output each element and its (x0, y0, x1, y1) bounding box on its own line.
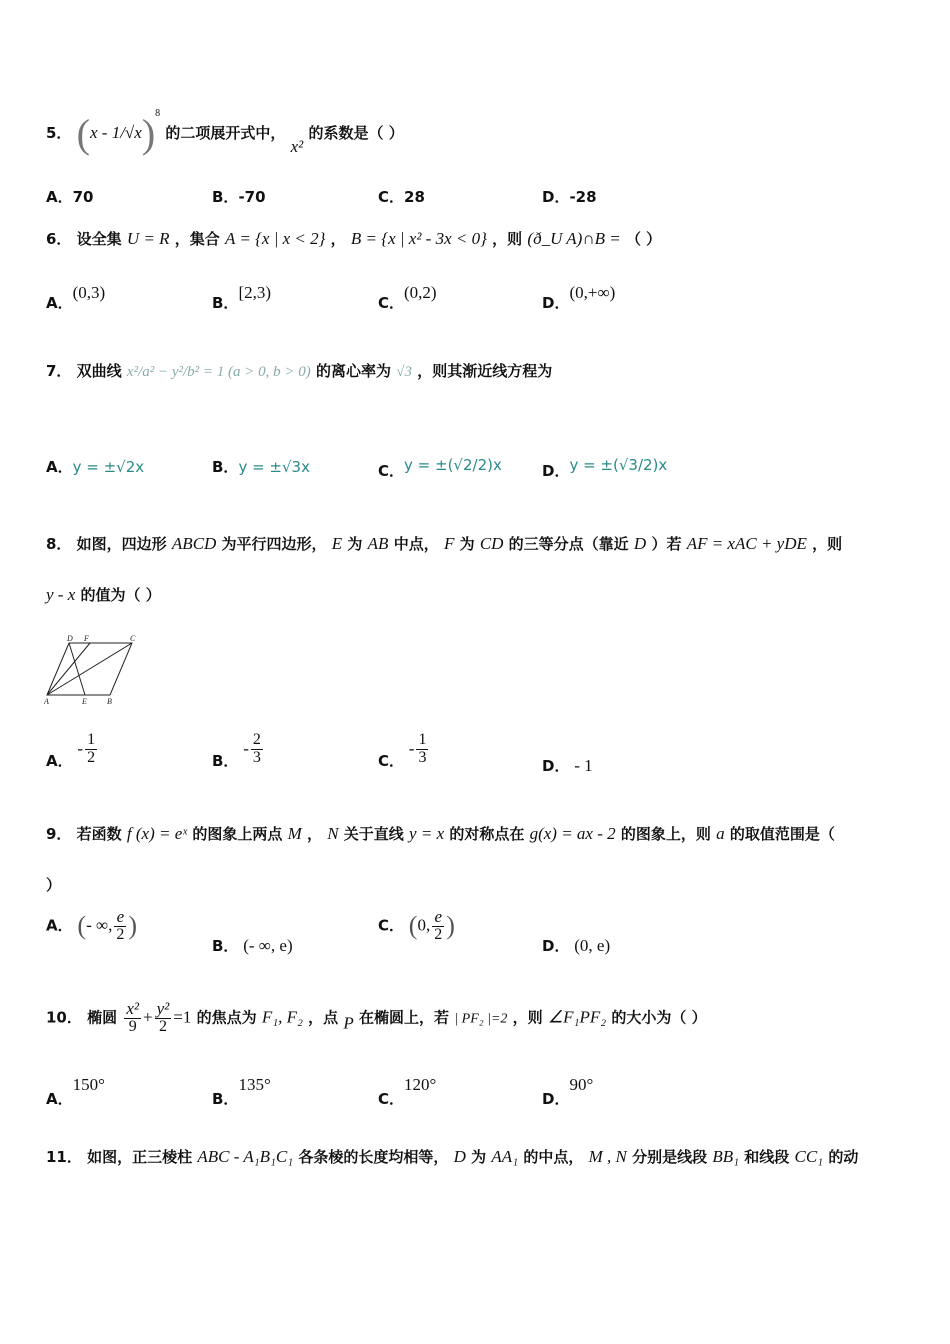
q6-option-a[interactable] (46, 283, 105, 313)
q9-text: ， (306, 825, 322, 843)
q11-segment-bb1: BB₁ (712, 1147, 740, 1166)
option-label: C． (378, 751, 405, 770)
q9-point-n: N (327, 824, 339, 843)
q5-expression: x - 1/√x (90, 123, 142, 142)
q9-function-f: f (x) = eˣ (126, 824, 188, 843)
option-fraction (432, 908, 444, 944)
label-d: D (67, 634, 73, 643)
option-label: B． (212, 294, 239, 312)
q9-text: 的取值范围是（ (729, 825, 835, 843)
q8-segment-ab: AB (367, 534, 389, 553)
q9-option-d[interactable] (542, 935, 610, 956)
q5-term: x² (290, 137, 304, 156)
q11-segment-cc1: CC₁ (794, 1147, 824, 1166)
option-label: C． (378, 916, 405, 935)
q5-option-a[interactable] (46, 186, 93, 207)
q8-option-c[interactable] (378, 732, 430, 771)
option-label: A． (46, 294, 73, 312)
q8-text: 如图，四边形 (76, 535, 167, 553)
segment-de (69, 643, 85, 695)
segment-af (47, 643, 90, 695)
option-label: C． (378, 1090, 405, 1108)
q6-text: ，集合 (174, 230, 220, 248)
q8-option-d[interactable] (542, 755, 593, 776)
fraction-denominator: 2 (434, 925, 443, 943)
option-value: y = ±(√2/2)x (404, 456, 502, 474)
fraction-numerator: e (432, 908, 444, 927)
q8-text: 为 (459, 535, 475, 553)
q7-option-c[interactable] (378, 456, 502, 481)
fraction-denominator: 2 (87, 748, 96, 766)
q6-set-a: A = {x | x < 2} (225, 229, 326, 248)
fraction-denominator: 2 (116, 925, 125, 943)
q6-text: 设全集 (76, 230, 122, 248)
question-8-line-2 (46, 584, 161, 605)
q9-text: 关于直线 (343, 825, 404, 843)
option-value: 28 (404, 188, 425, 206)
question-number: 9． (46, 825, 72, 843)
option-label: A． (46, 751, 73, 770)
q10-text: 椭圆 (87, 1008, 118, 1027)
option-value: -70 (238, 188, 266, 206)
q11-point-d: D (453, 1147, 466, 1166)
q6-text: ， (330, 230, 346, 248)
q8-quadrilateral: ABCD (171, 534, 217, 553)
option-label: D． (542, 757, 570, 775)
q7-eccentricity: √3 (396, 364, 413, 380)
option-label: C． (378, 462, 405, 480)
q8-segment-cd: CD (479, 534, 504, 553)
q11-text: 和线段 (744, 1148, 790, 1166)
question-6 (46, 228, 661, 249)
question-5 (46, 108, 404, 157)
q10-option-c[interactable] (378, 1075, 436, 1109)
q9-parameter-a: a (716, 824, 725, 843)
question-8 (46, 533, 842, 554)
label-e: E (82, 697, 87, 705)
option-label: D． (542, 937, 570, 955)
option-value: 90° (569, 1075, 594, 1094)
q6-option-d[interactable] (542, 283, 615, 313)
q11-text: 为 (471, 1148, 487, 1166)
q8-vector-equation: AF = xAC + yDE (686, 534, 807, 553)
q8-point-d: D (633, 534, 647, 553)
q6-text-end: （ ） (625, 230, 662, 248)
q10-text-end: 的大小为（ ） (611, 1008, 707, 1027)
question-number: 8． (46, 535, 72, 553)
q7-text: 双曲线 (76, 362, 122, 380)
q9-option-b[interactable] (212, 935, 293, 956)
option-fraction (114, 908, 126, 944)
q10-foci: F₁, F₂ (261, 1007, 303, 1027)
option-label: C． (378, 188, 405, 206)
option-label: C． (378, 294, 405, 312)
paren-left: ( (408, 910, 418, 940)
q7-hyperbola-equation: x²/a² − y²/b² = 1 (a > 0, b > 0) (126, 364, 311, 380)
question-number: 5． (46, 124, 72, 142)
q10-equals-one: =1 (173, 1007, 192, 1027)
q11-text: 分别是线段 (632, 1148, 708, 1166)
label-c: C (130, 634, 136, 643)
q10-angle: ∠F₁PF₂ (547, 1007, 607, 1027)
q8-point-e: E (331, 534, 343, 553)
option-value: 0, (417, 915, 431, 935)
q8-expression: y - x (46, 585, 76, 604)
option-label: B． (212, 751, 239, 770)
option-label: B． (212, 937, 239, 955)
q8-text: 为 (347, 535, 363, 553)
fraction-numerator: y² (156, 999, 170, 1018)
q5-option-c[interactable] (378, 186, 425, 207)
q5-text-end: 的系数是（ ） (308, 124, 404, 142)
q6-expression: (ð_U A)∩B = (527, 229, 621, 248)
option-value: 70 (72, 188, 94, 206)
q7-option-a[interactable] (46, 456, 144, 477)
question-11 (46, 1146, 858, 1167)
option-label: A． (46, 916, 73, 935)
fraction-denominator: 2 (158, 1017, 167, 1035)
q11-text-end: 的动 (828, 1148, 859, 1166)
q6-set-b: B = {x | x² - 3x < 0} (350, 229, 487, 248)
option-sign: - (408, 738, 415, 758)
option-label: B． (212, 458, 239, 476)
q8-option-a[interactable] (46, 732, 99, 771)
q8-text: ）若 (651, 535, 682, 553)
option-label: D． (542, 462, 570, 480)
q7-option-d[interactable] (542, 456, 667, 481)
q6-option-c[interactable] (378, 283, 437, 313)
q5-text: 的二项展开式中， (165, 124, 286, 142)
q7-text: 的离心率为 (316, 362, 392, 380)
fraction-numerator: 2 (252, 731, 261, 748)
q9-point-m: M (287, 824, 302, 843)
question-7 (46, 360, 552, 381)
q5-option-d[interactable] (542, 186, 597, 207)
question-9-line-2 (46, 874, 61, 895)
q5-option-b[interactable] (212, 186, 266, 207)
option-value: y = ±√3x (238, 458, 310, 476)
option-value: y = ±√2x (72, 458, 145, 476)
q10-point-p: P (343, 1013, 354, 1033)
q8-text: 的三等分点（靠近 (508, 535, 629, 553)
option-label: D． (542, 188, 570, 206)
q11-segment-aa1: AA₁ (491, 1147, 519, 1166)
option-fraction (251, 732, 263, 767)
option-value: -28 (569, 188, 597, 206)
q11-text: 各条棱的长度均相等， (298, 1148, 449, 1166)
option-value: (0,2) (404, 283, 437, 302)
paren-left: ( (77, 910, 87, 940)
option-value: (0,+∞) (569, 283, 616, 302)
q5-exponent: 8 (155, 108, 161, 119)
option-label: D． (542, 294, 570, 312)
paren-right: ) (446, 910, 455, 940)
fraction-denominator: 3 (252, 748, 261, 766)
option-value: - 1 (574, 756, 593, 775)
question-number: 6． (46, 230, 72, 248)
question-number: 11． (46, 1148, 82, 1166)
q8-text: 为平行四边形， (221, 535, 327, 553)
label-f: F (84, 634, 89, 643)
option-value: (0, e) (574, 936, 611, 955)
q11-prism: ABC - A₁B₁C₁ (197, 1147, 294, 1166)
option-label: A． (46, 188, 73, 206)
label-a: A (44, 697, 49, 705)
q11-text: 如图，正三棱柱 (87, 1148, 193, 1166)
q9-function-g: g(x) = ax - 2 (529, 824, 616, 843)
option-label: B． (212, 188, 239, 206)
question-number: 10． (46, 1008, 82, 1027)
q7-option-b[interactable] (212, 456, 310, 477)
option-value: 120° (404, 1075, 437, 1094)
q9-text: 的图象上两点 (192, 825, 283, 843)
q9-text: 的对称点在 (449, 825, 525, 843)
q10-option-d[interactable] (542, 1075, 593, 1109)
option-value: 135° (238, 1075, 271, 1094)
q9-line: y = x (409, 824, 445, 843)
paren-right: ) (141, 111, 156, 156)
q8-text: 中点， (393, 535, 439, 553)
q6-text: ，则 (492, 230, 523, 248)
option-sign: - (77, 738, 84, 758)
paren-left: ( (76, 111, 90, 156)
q9-text: 若函数 (76, 825, 122, 843)
option-value: [2,3) (238, 283, 272, 302)
fraction-denominator: 3 (418, 748, 427, 766)
q10-fraction-y (155, 1000, 172, 1036)
option-value: 150° (72, 1075, 105, 1094)
q9-text: 的图象上，则 (620, 825, 711, 843)
q8-parallelogram-figure (44, 633, 144, 705)
q9-option-a[interactable] (46, 908, 137, 944)
q11-points-mn: M , N (588, 1147, 627, 1166)
q10-text: 在椭圆上，若 (359, 1008, 450, 1027)
q10-fraction-x (124, 1000, 141, 1036)
question-number: 7． (46, 362, 72, 380)
q6-option-b[interactable] (212, 283, 271, 313)
segment-ac (47, 643, 132, 695)
q8-option-b[interactable] (212, 732, 265, 771)
option-value: - ∞, (86, 915, 113, 935)
option-label: B． (212, 1090, 239, 1108)
option-value: (0,3) (72, 283, 106, 302)
q10-text: ，点 (308, 1008, 339, 1027)
option-fraction (416, 732, 428, 767)
option-fraction (85, 732, 97, 767)
label-b: B (107, 697, 112, 705)
q8-text: ，则 (812, 535, 843, 553)
q10-distance: | PF₂ |=2 (454, 1011, 508, 1027)
fraction-numerator: x² (126, 999, 140, 1018)
q8-text-end: 的值为（ ） (80, 586, 161, 604)
paren-right: ) (128, 910, 138, 940)
q6-universal-set: U = R (126, 229, 170, 248)
q11-text: 的中点， (523, 1148, 584, 1166)
option-value: y = ±(√3/2)x (569, 456, 668, 474)
option-sign: - (243, 738, 249, 758)
q10-text: ，则 (512, 1008, 543, 1027)
option-label: A． (46, 458, 73, 476)
fraction-numerator: 1 (87, 731, 96, 748)
fraction-denominator: 9 (128, 1017, 137, 1035)
fraction-numerator: 1 (418, 731, 427, 748)
q7-text-end: ，则其渐近线方程为 (417, 362, 553, 380)
q10-option-a[interactable] (46, 1075, 105, 1109)
q8-point-f: F (443, 534, 455, 553)
q9-option-c[interactable] (378, 908, 455, 944)
q10-option-b[interactable] (212, 1075, 271, 1109)
question-9 (46, 823, 835, 844)
question-10: 10． 椭圆 $\frac{\text{x²}}{9}$ + $\frac{\text{y²}}{2}$ =1 的焦点为 F₁, F₂ ，点 P 在椭圆上，若 | PF₂ |=2 ，则 ∠F₁PF₂ 的大小为（ ） (46, 999, 707, 1035)
q9-close-paren: ） (46, 876, 62, 894)
option-label: D． (542, 1090, 570, 1108)
option-value: (- ∞, e) (243, 936, 293, 955)
option-label: A． (46, 1090, 73, 1108)
q10-text: 的焦点为 (196, 1008, 257, 1027)
fraction-numerator: e (114, 908, 126, 927)
